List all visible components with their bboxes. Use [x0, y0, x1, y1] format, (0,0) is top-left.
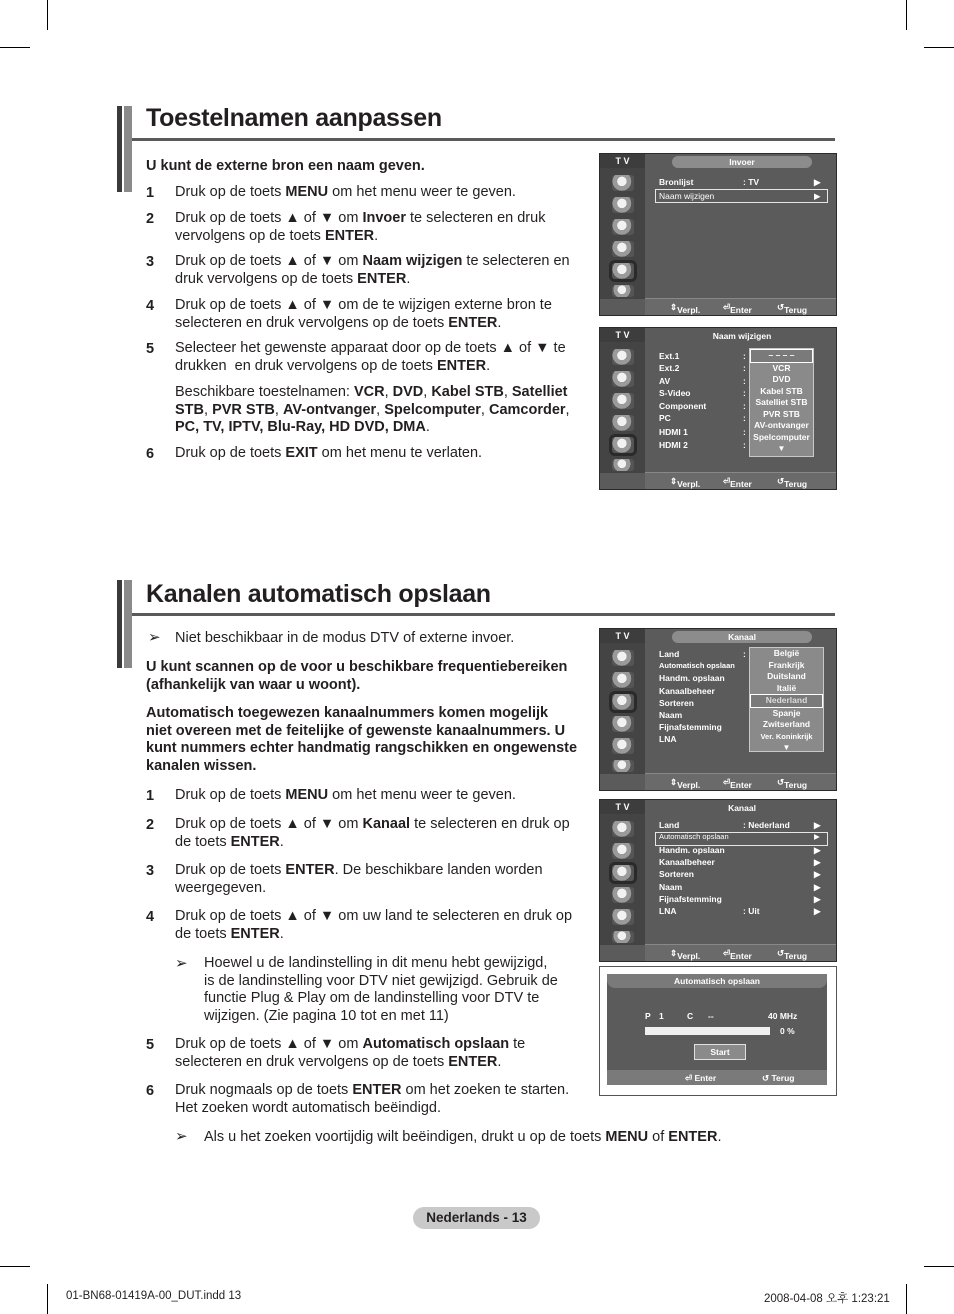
step-number: 3 — [146, 863, 155, 879]
step-number: 5 — [146, 1037, 155, 1053]
note-text: Als u het zoeken voortijdig wilt beëindigen, drukt u op de toets MENU of ENTER. — [204, 1129, 722, 1145]
osd-row: Bronlijst : TV ▶ — [659, 177, 821, 187]
picture-icon — [612, 650, 634, 666]
dropdown-option: België — [773, 648, 800, 658]
osd-row: Ext.2 : — [659, 363, 746, 374]
osd-row: HDMI 1 : — [659, 427, 746, 438]
tv-label: T V — [600, 800, 645, 814]
device-name-dropdown — [749, 348, 814, 457]
osd-row: Sorteren — [659, 697, 694, 708]
channel-icon — [612, 219, 634, 235]
osd-sidebar — [600, 342, 645, 473]
osd-panel-kanaal-land — [599, 628, 837, 791]
setup-icon — [612, 415, 634, 431]
crop-mark — [924, 1266, 954, 1267]
channel-label: C — [687, 1011, 694, 1021]
dropdown-option: Nederland — [750, 694, 823, 708]
step-number: 2 — [146, 211, 155, 227]
setup-icon — [612, 887, 634, 903]
step-text: Druk op de toets MENU om het menu weer te geven. — [175, 184, 516, 200]
osd-sidebar — [600, 814, 645, 945]
osd-row: HDMI 2 : — [659, 439, 746, 450]
dropdown-option: Kabel STB — [760, 385, 803, 396]
section-rule — [132, 138, 835, 141]
crop-mark — [906, 0, 907, 30]
step-number: 4 — [146, 298, 155, 314]
osd-row: Land : — [659, 649, 746, 659]
section-title: Kanalen automatisch opslaan — [146, 580, 491, 608]
dropdown-option: Spelcomputer — [753, 431, 810, 442]
osd-row: PC : — [659, 413, 746, 423]
osd-row: Naam wijzigen ▶ — [659, 191, 821, 201]
country-dropdown — [749, 647, 824, 752]
program-number: 1 — [659, 1011, 664, 1021]
section-bar — [124, 580, 132, 668]
osd-row: Component : — [659, 400, 746, 411]
scroll-down-icon: ▼ — [782, 743, 791, 752]
dropdown-option: Frankrijk — [768, 659, 805, 670]
print-date-info: 2008-04-08 오후 1:23:21 — [764, 1293, 890, 1305]
step-number: 4 — [146, 909, 155, 925]
picture-icon — [612, 175, 634, 191]
step-text: Druk op de toets ▲ of ▼ om Kanaal te selecteren en druk op de toets ENTER. — [175, 816, 570, 850]
start-button[interactable]: Start — [694, 1044, 746, 1060]
osd-sidebar — [600, 168, 645, 299]
print-file-info: 01-BN68-01419A-00_DUT.indd 13 — [66, 1290, 242, 1302]
setup-icon — [612, 241, 634, 257]
step-text: Druk op de toets MENU om het menu weer te geven. — [175, 787, 516, 803]
progress-bar — [645, 1027, 770, 1035]
dropdown-option: PVR STB — [763, 408, 800, 419]
channel-icon — [612, 393, 634, 409]
frequency-value: 40 MHz — [768, 1011, 798, 1021]
osd-row: Automatisch opslaan — [659, 661, 735, 671]
digital-menu-icon — [612, 760, 634, 772]
osd-header: Invoer — [672, 156, 812, 168]
osd-row: Naam ▶ — [659, 881, 821, 892]
osd-footer: ⇕ Verpl. ⏎ Enter ↺ Terug — [645, 944, 836, 961]
picture-icon — [612, 821, 634, 837]
channel-icon — [612, 865, 634, 881]
sound-icon — [612, 672, 634, 688]
step-text: Selecteer het gewenste apparaat door op de toets ▲ of ▼ te drukken en druk vervolgens op de toets ENTER. — [175, 340, 566, 374]
osd-row: Fijnafstemming ▶ — [659, 893, 821, 904]
osd-panel-automatisch-opslaan — [599, 966, 837, 1096]
channel-icon — [612, 694, 634, 710]
osd-row: LNA : Uit ▶ — [659, 906, 821, 917]
bold-paragraph: U kunt scannen op de voor u beschikbare frequentiebereiken (afhankelijk van waar u woont). — [146, 659, 568, 693]
page-number-label: Nederlands - 13 — [413, 1207, 540, 1229]
progress-percent: 0 % — [780, 1026, 795, 1036]
tv-label: T V — [600, 328, 645, 342]
input-icon — [612, 263, 634, 279]
osd-row: Fijnafstemming — [659, 722, 722, 733]
step-number: 1 — [146, 788, 155, 804]
tv-label: T V — [600, 154, 645, 168]
channel-value: -- — [708, 1011, 714, 1021]
step-text: Druk op de toets ▲ of ▼ om Naam wijzigen te selecteren en druk vervolgens op de toets ENTER. — [175, 253, 570, 287]
dropdown-option: Italië — [776, 682, 797, 693]
osd-header: Naam wijzigen — [672, 330, 812, 342]
osd-row: LNA — [659, 734, 677, 745]
note-text: Niet beschikbaar in de modus DTV of externe invoer. — [175, 630, 515, 646]
osd-header: Automatisch opslaan — [607, 974, 827, 988]
step-text: Druk op de toets EXIT om het menu te verlaten. — [175, 445, 483, 461]
tv-label: T V — [600, 629, 645, 643]
dropdown-option: – – – – — [750, 349, 813, 363]
step-text: Druk op de toets ▲ of ▼ om Invoer te selecteren en druk vervolgens op de toets ENTER. — [175, 210, 546, 244]
osd-row: S-Video : — [659, 388, 746, 399]
note-text: Hoewel u de landinstelling in dit menu hebt gewijzigd, is de landinstelling voor DTV niet gewijzigd. Gebruik de functie Plug & Play om de landinstelling voor DTV te wijzigen. (Zie pagina 10 tot en met 11) — [204, 955, 558, 1024]
crop-mark — [924, 47, 954, 48]
sound-icon — [612, 371, 634, 387]
dropdown-option: Satelliet STB — [755, 397, 808, 407]
section-bar — [124, 106, 132, 192]
note-arrow-icon: ➢ — [175, 1128, 188, 1145]
section-title: Toestelnamen aanpassen — [146, 104, 442, 132]
osd-panel-kanaal — [599, 799, 837, 962]
osd-row: Automatisch opslaan ▶ — [659, 832, 820, 842]
scroll-down-icon: ▼ — [777, 444, 786, 453]
step-number: 6 — [146, 446, 155, 462]
osd-row: Sorteren ▶ — [659, 869, 821, 880]
intro-text: U kunt de externe bron een naam geven. — [146, 158, 425, 174]
osd-panel-invoer — [599, 153, 837, 316]
picture-icon — [612, 349, 634, 365]
step-number: 2 — [146, 817, 155, 833]
input-icon — [612, 437, 634, 453]
step-text: Druk op de toets ENTER. De beschikbare landen worden weergegeven. — [175, 862, 543, 896]
osd-sidebar — [600, 643, 645, 774]
osd-footer: ⇕ Verpl. ⏎ Enter ↺ Terug — [645, 298, 836, 315]
osd-row: Naam — [659, 710, 683, 720]
step-number: 1 — [146, 185, 155, 201]
osd-row: Handm. opslaan — [659, 673, 725, 684]
osd-row: Kanaalbeheer ▶ — [659, 856, 821, 867]
input-icon — [612, 909, 634, 925]
osd-panel-naam-wijzigen — [599, 327, 837, 490]
note-arrow-icon: ➢ — [148, 629, 161, 646]
step-number: 5 — [146, 341, 155, 357]
step-text: Druk op de toets ▲ of ▼ om de te wijzigen externe bron te selecteren en druk vervolgens op de toets ENTER. — [175, 297, 552, 331]
setup-icon — [612, 716, 634, 732]
crop-mark — [0, 47, 30, 48]
bold-paragraph: Automatisch toegewezen kanaalnummers komen mogelijk niet overeen met de feitelijke of gewenste kanaalnummers. U kunt nummers echter handmatig rangschikken en ongewenste kanalen wissen. — [146, 705, 578, 774]
osd-row: Ext.1 : — [659, 351, 746, 361]
section-bar — [117, 580, 122, 668]
step-text: Druk op de toets ▲ of ▼ om uw land te selecteren en druk op de toets ENTER. — [175, 908, 573, 942]
digital-menu-icon — [612, 931, 634, 943]
crop-mark — [0, 1266, 30, 1267]
digital-menu-icon — [612, 285, 634, 297]
dropdown-option: DVD — [772, 374, 791, 384]
digital-menu-icon — [612, 459, 634, 471]
osd-header: Kanaal — [672, 802, 812, 814]
osd-footer: ⇕ Verpl. ⏎ Enter ↺ Terug — [645, 773, 836, 790]
crop-mark — [47, 0, 48, 30]
dropdown-option: Duitsland — [767, 671, 806, 681]
osd-row: Kanaalbeheer — [659, 685, 715, 696]
crop-mark — [47, 1284, 48, 1314]
step-text: Beschikbare toestelnamen: VCR, DVD, Kabel STB, Satelliet STB, PVR STB, AV-ontvanger, Spelcomputer, Camcorder, PC, TV, IPTV, Blu-Ray, HD DVD, DMA. — [175, 384, 570, 435]
sound-icon — [612, 197, 634, 213]
osd-header: Kanaal — [672, 631, 812, 643]
osd-row: Handm. opslaan ▶ — [659, 844, 821, 855]
step-text: Druk op de toets ▲ of ▼ om Automatisch opslaan te selecteren en druk vervolgens op de toets ENTER. — [175, 1036, 526, 1070]
dropdown-option: Ver. Koninkrijk — [760, 731, 813, 741]
note-arrow-icon: ➢ — [175, 955, 188, 972]
step-text: Druk nogmaals op de toets ENTER om het zoeken te starten. Het zoeken wordt automatisch beëindigd. — [175, 1082, 570, 1116]
osd-dialog — [607, 974, 827, 1085]
osd-footer: ⏎ Enter ↺ Terug — [607, 1070, 827, 1085]
dropdown-option: VCR — [772, 362, 791, 373]
section-bar — [117, 106, 122, 192]
section-rule — [132, 613, 835, 616]
dropdown-option: Spanje — [772, 707, 801, 718]
osd-row: AV : — [659, 375, 746, 386]
step-number: 3 — [146, 254, 155, 270]
program-label: P — [645, 1011, 651, 1021]
input-icon — [612, 738, 634, 754]
step-number: 6 — [146, 1083, 155, 1099]
osd-row: Land : Nederland ▶ — [659, 820, 821, 830]
sound-icon — [612, 843, 634, 859]
dropdown-option: Zwitserland — [762, 719, 811, 729]
osd-footer: ⇕ Verpl. ⏎ Enter ↺ Terug — [645, 472, 836, 489]
crop-mark — [906, 1284, 907, 1314]
dropdown-option: AV-ontvanger — [754, 420, 809, 430]
